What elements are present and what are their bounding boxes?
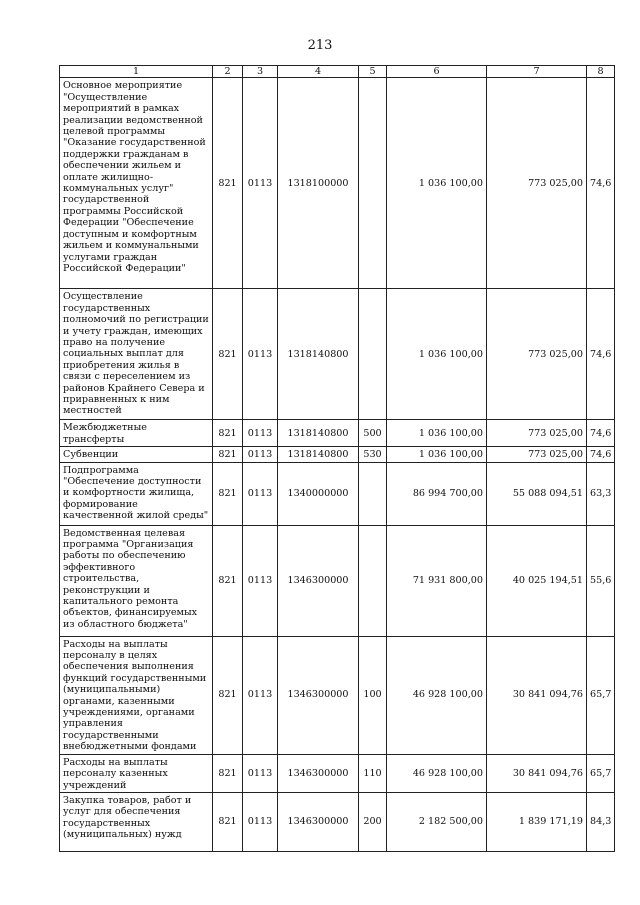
executed-amount-cell: 773 025,00: [487, 447, 587, 462]
planned-amount-cell: 1 036 100,00: [387, 447, 487, 462]
row-name-cell: Основное мероприятие "Осуществление мероприятий в рамках реализации ведомственной целевой программы "Оказание государственной поддержки гражданам в обеспечении жильем и оплате жилищно-коммунальных услуг" государственной программы Российской Федерации "Обеспечение доступным и комфортным жильем и коммунальными услугами граждан Российской Федерации": [60, 78, 213, 289]
table-row: [60, 289, 615, 420]
column-number: 7: [487, 66, 587, 78]
table-row: [60, 525, 615, 636]
section-code-cell: 0113: [243, 447, 278, 462]
execution-percent-cell: 74,6: [587, 420, 615, 447]
column-number: 5: [359, 66, 387, 78]
column-number-row: [60, 66, 615, 78]
executed-amount-cell: 55 088 094,51: [487, 462, 587, 525]
executed-amount-cell: 773 025,00: [487, 420, 587, 447]
table-row: [60, 754, 615, 792]
target-article-cell: 1318100000: [278, 78, 359, 289]
expense-type-cell: [359, 78, 387, 289]
section-code-cell: 0113: [243, 754, 278, 792]
department-code-cell: 821: [213, 792, 243, 851]
planned-amount-cell: 86 994 700,00: [387, 462, 487, 525]
row-name-cell: Закупка товаров, работ и услуг для обеспечения государственных (муниципальных) нужд: [60, 792, 213, 851]
executed-amount-cell: 773 025,00: [487, 289, 587, 420]
planned-amount-cell: 1 036 100,00: [387, 78, 487, 289]
page-number: 213: [307, 38, 333, 53]
row-name-cell: Межбюджетные трансферты: [60, 420, 213, 447]
execution-percent-cell: 65,7: [587, 754, 615, 792]
execution-percent-cell: 65,7: [587, 636, 615, 754]
target-article-cell: 1318140800: [278, 289, 359, 420]
column-number: 6: [387, 66, 487, 78]
expense-type-cell: [359, 525, 387, 636]
expense-type-cell: 530: [359, 447, 387, 462]
department-code-cell: 821: [213, 447, 243, 462]
column-number: 8: [587, 66, 615, 78]
table-row: [60, 636, 615, 754]
expense-type-cell: 100: [359, 636, 387, 754]
department-code-cell: 821: [213, 754, 243, 792]
table-row: [60, 462, 615, 525]
section-code-cell: 0113: [243, 420, 278, 447]
target-article-cell: 1318140800: [278, 420, 359, 447]
section-code-cell: 0113: [243, 792, 278, 851]
row-name-cell: Субвенции: [60, 447, 213, 462]
column-number: 2: [213, 66, 243, 78]
row-name-cell: Расходы на выплаты персоналу в целях обеспечения выполнения функций государственными (муниципальными) органами, казенными учреждениями, органами управления государственными внебюджетными фондами: [60, 636, 213, 754]
expense-type-cell: 110: [359, 754, 387, 792]
row-name-cell: Расходы на выплаты персоналу казенных учреждений: [60, 754, 213, 792]
planned-amount-cell: 1 036 100,00: [387, 420, 487, 447]
executed-amount-cell: 1 839 171,19: [487, 792, 587, 851]
department-code-cell: 821: [213, 420, 243, 447]
section-code-cell: 0113: [243, 289, 278, 420]
planned-amount-cell: 46 928 100,00: [387, 636, 487, 754]
executed-amount-cell: 30 841 094,76: [487, 636, 587, 754]
planned-amount-cell: 71 931 800,00: [387, 525, 487, 636]
table-row: [60, 420, 615, 447]
section-code-cell: 0113: [243, 462, 278, 525]
expense-type-cell: [359, 462, 387, 525]
row-name-cell: Осуществление государственных полномочий по регистрации и учету граждан, имеющих право на получение социальных выплат для приобретения жилья в связи с переселением из районов Крайнего Севера и приравненных к ним местностей: [60, 289, 213, 420]
column-number: 1: [60, 66, 213, 78]
execution-percent-cell: 74,6: [587, 78, 615, 289]
execution-percent-cell: 74,6: [587, 289, 615, 420]
expense-type-cell: 500: [359, 420, 387, 447]
table-row: [60, 792, 615, 851]
target-article-cell: 1346300000: [278, 636, 359, 754]
row-name-cell: Ведомственная целевая программа "Организация работы по обеспечению эффективного строительства, реконструкции и капитального ремонта объектов, финансируемых из областного бюджета": [60, 525, 213, 636]
target-article-cell: 1340000000: [278, 462, 359, 525]
table-row: [60, 447, 615, 462]
execution-percent-cell: 74,6: [587, 447, 615, 462]
target-article-cell: 1346300000: [278, 792, 359, 851]
department-code-cell: 821: [213, 78, 243, 289]
execution-percent-cell: 84,3: [587, 792, 615, 851]
expense-type-cell: [359, 289, 387, 420]
department-code-cell: 821: [213, 636, 243, 754]
section-code-cell: 0113: [243, 78, 278, 289]
table-row: [60, 78, 615, 289]
execution-percent-cell: 63,3: [587, 462, 615, 525]
row-name-cell: Подпрограмма "Обеспечение доступности и комфортности жилища, формирование качественной жилой среды": [60, 462, 213, 525]
executed-amount-cell: 773 025,00: [487, 78, 587, 289]
target-article-cell: 1318140800: [278, 447, 359, 462]
section-code-cell: 0113: [243, 525, 278, 636]
column-number: 3: [243, 66, 278, 78]
section-code-cell: 0113: [243, 636, 278, 754]
executed-amount-cell: 40 025 194,51: [487, 525, 587, 636]
planned-amount-cell: 1 036 100,00: [387, 289, 487, 420]
target-article-cell: 1346300000: [278, 754, 359, 792]
planned-amount-cell: 46 928 100,00: [387, 754, 487, 792]
department-code-cell: 821: [213, 462, 243, 525]
budget-table: [59, 65, 615, 852]
executed-amount-cell: 30 841 094,76: [487, 754, 587, 792]
department-code-cell: 821: [213, 289, 243, 420]
planned-amount-cell: 2 182 500,00: [387, 792, 487, 851]
expense-type-cell: 200: [359, 792, 387, 851]
column-number: 4: [278, 66, 359, 78]
target-article-cell: 1346300000: [278, 525, 359, 636]
execution-percent-cell: 55,6: [587, 525, 615, 636]
department-code-cell: 821: [213, 525, 243, 636]
